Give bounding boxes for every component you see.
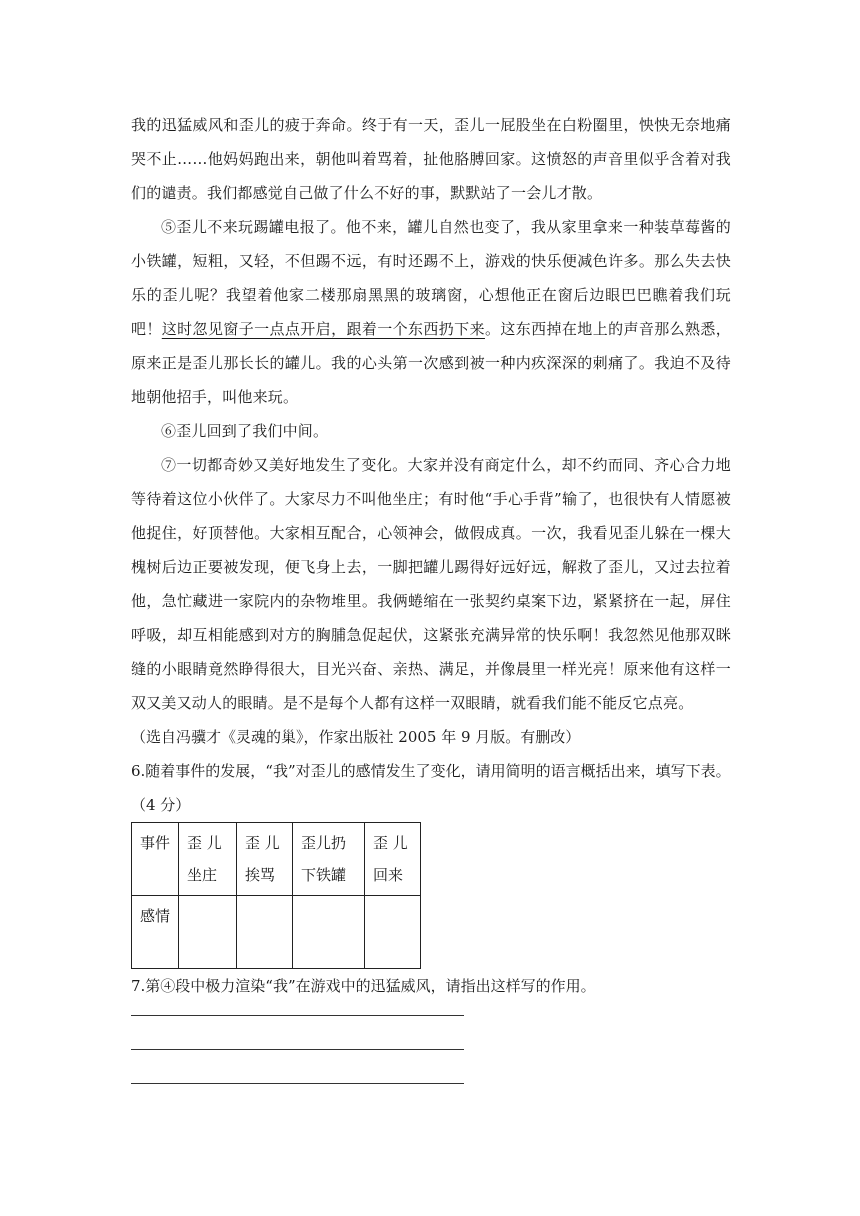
table-row-feelings xyxy=(132,896,421,969)
question-7: 7.第④段中极力渲染“我”在游戏中的迅猛威风，请指出这样写的作用。 xyxy=(131,977,596,995)
table-answer-cell-4[interactable] xyxy=(365,896,421,969)
table-answer-cell-2[interactable] xyxy=(237,896,293,969)
table-cell-event-1: 歪 儿坐庄 xyxy=(179,823,237,896)
passage-paragraph-6: ⑥歪儿回到了我们中间。 xyxy=(161,422,329,440)
question-6: 6.随着事件的发展，“我”对歪儿的感情发生了变化，请用简明的语言概括出来，填写下表。（4 分） xyxy=(131,762,731,814)
table-cell-event-3: 歪儿扔下铁罐 xyxy=(293,823,365,896)
answer-line-1[interactable] xyxy=(131,1015,464,1016)
table-cell-event-4: 歪 儿回来 xyxy=(365,823,421,896)
passage-paragraph-5 xyxy=(131,210,731,414)
table-cell-event-2: 歪 儿挨骂 xyxy=(237,823,293,896)
paragraph-5-underlined-sentence: 这时忽见窗子一点点开启，跟着一个东西扔下来 xyxy=(161,320,485,338)
passage-paragraph-continued: 我的迅猛威风和歪儿的疲于奔命。终于有一天，歪儿一屁股坐在白粉圈里，怏怏无奈地痛哭不止……他妈妈跑出来，朝他叫着骂着，扯他胳膊回家。这愤怒的声音里似乎含着对我们的谴责。我们都感觉自己做了什么不好的事，默默站了一会儿才散。 xyxy=(131,116,731,202)
passage-source: （选自冯骥才《灵魂的巢》，作家出版社 2005 年 9 月版。有删改） xyxy=(131,728,581,746)
table-row-events xyxy=(132,823,421,896)
table-header-feelings: 感情 xyxy=(132,896,179,969)
answer-lines xyxy=(131,1015,731,1084)
passage-paragraph-7: ⑦一切都奇妙又美好地发生了变化。大家并没有商定什么，却不约而同、齐心合力地等待着这位小伙伴了。大家尽力不叫他坐庄；有时他“手心手背”输了，也很快有人情愿被他捉住，好顶替他。大家相互配合，心领神会，做假成真。一次，我看见歪儿躲在一棵大槐树后边正要被发现，便飞身上去，一脚把罐儿踢得好远好远，解救了歪儿，又过去拉着他，急忙藏进一家院内的杂物堆里。我俩蜷缩在一张契约桌案下边，紧紧挤在一起，屏住呼吸，却互相能感到对方的胸脯急促起伏，这紧张充满异常的快乐啊！我忽然见他那双眯缝的小眼睛竟然睁得很大，目光兴奋、亲热、满足，并像晨里一样光亮！原来他有这样一双又美又动人的眼睛。是不是每个人都有这样一双眼睛，就看我们能不能反它点亮。 xyxy=(131,456,731,712)
table-header-events: 事件 xyxy=(132,823,179,896)
document-page xyxy=(131,108,731,1117)
feelings-table xyxy=(131,822,421,969)
paragraph-5-text-b: 。这东西掉在地上的声音那么熟悉，原来正是歪儿那长长的罐儿。我的心头第一次感到被一种内疚深深的刺痛了。我迫不及待地朝他招手，叫他来玩。 xyxy=(131,320,732,406)
paragraph-5-text-a: ⑤歪儿不来玩踢罐电报了。他不来，罐儿自然也变了，我从家里拿来一种装草莓酱的小铁罐，短粗，又轻，不但踢不远，有时还踢不上，游戏的快乐便减色许多。那么失去快乐的歪儿呢？我望着他家二楼那扇黑黑的玻璃窗，心想他正在窗后边眼巴巴瞧着我们玩吧！ xyxy=(131,218,731,338)
table-answer-cell-3[interactable] xyxy=(293,896,365,969)
answer-line-2[interactable] xyxy=(131,1049,464,1050)
table-answer-cell-1[interactable] xyxy=(179,896,237,969)
answer-line-3[interactable] xyxy=(131,1083,464,1084)
